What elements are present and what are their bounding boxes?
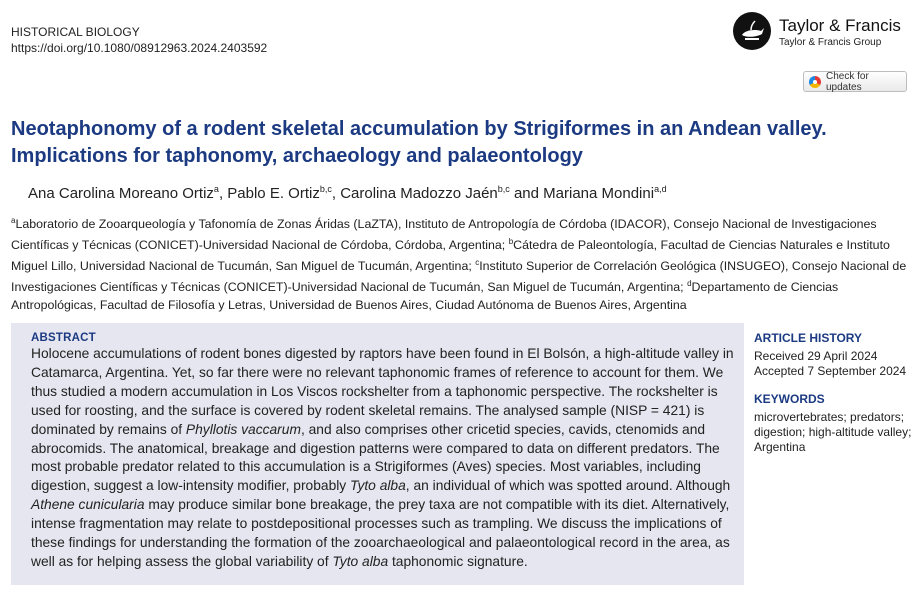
check-for-updates-label: Check for updates [826,70,869,93]
author-affiliation-marker: b,c [497,184,510,194]
lamp-logo-icon [733,12,771,50]
affiliation-text: Cátedra de Paleontología, Facultad de Ciencias Naturales e Instituto Miguel Lillo, Universidad Nacional de Tucumán, San Miguel de Tucumán, Argentina; [11,238,890,274]
received-date: Received 29 April 2024 [754,349,878,363]
author-name[interactable]: Carolina Madozzo Jaén [340,185,498,202]
article-title: Neotaphonomy of a rodent skeletal accumulation by Strigiformes in an Andean valley. Implications for taphonomy, archaeology and palaeontology [11,118,827,167]
article-history-heading: ARTICLE HISTORY [754,331,863,345]
abstract-species-name: Tyto alba [332,553,389,569]
abstract-text [31,345,736,572]
author-name[interactable]: Ana Carolina Moreano Ortiz [28,185,214,202]
affiliation-marker: b [508,237,514,247]
author-affiliation-marker: a [213,184,219,194]
author-name[interactable]: Mariana Mondini [543,185,655,202]
abstract-species-name: Tyto alba [350,478,406,494]
affiliation-text: Instituto Superior de Correlación Geológica (INSUGEO), Consejo Nacional de Investigaciones Científicas y Técnicas (CONICET)-Universidad Nacional de Tucumán, San Miguel de Tucumán, Argentina; [11,259,907,295]
journal-name: HISTORICAL BIOLOGY [11,25,140,39]
abstract-heading: ABSTRACT [31,332,96,344]
affiliation-text: Departamento de Ciencias Antropológicas, Facultad de Filosofía y Letras, Universidad de Buenos Aires, Ciudad Autónoma de Buenos Aires, Argentina [11,280,839,312]
publisher-name: Taylor & Francis [779,16,901,35]
affiliation-text: Laboratorio de Zooarqueología y Tafonomía de Zonas Áridas (LaZTA), Instituto de Antropología de Córdoba (IDACOR), Consejo Nacional de Investigaciones Científicas y Técnicas (CONICET)-Universidad Nacional de Córdoba, Córdoba, Argentina; [11,217,877,253]
crossmark-icon [809,76,821,88]
author-separator: , [331,185,341,202]
author-affiliation-marker: b,c [319,184,332,194]
author-name[interactable]: Pablo E. Ortiz [227,185,320,202]
abstract-segment: , an individual of which was spotted around. Although [405,478,731,494]
affiliation-marker: d [687,279,692,289]
abstract-segment: taphonomic signature. [388,553,528,569]
publisher-brand[interactable] [733,10,913,54]
accepted-date: Accepted 7 September 2024 [754,364,907,378]
keywords-heading: KEYWORDS [754,392,825,406]
affiliation-marker: a [11,216,16,225]
check-for-updates-button[interactable] [803,71,907,92]
article-sidebar [754,331,919,455]
abstract-box [11,323,744,585]
author-separator: , [218,185,228,202]
journal-header [11,24,267,56]
author-affiliation-marker: a,d [654,184,667,194]
affiliation-marker: c [475,258,480,268]
keywords-list: microvertebrates; predators; digestion; high-altitude valley; Argentina [754,410,912,454]
affiliations [11,212,916,314]
doi-link[interactable]: https://doi.org/10.1080/08912963.2024.2403592 [11,41,268,55]
author-separator: and [509,185,544,202]
abstract-segment: Holocene accumulations of rodent bones digested by raptors have been found in El Bolsón, a high-altitude valley in Catamarca, Argentina. Yet, so far there were no relevant taphonomic frames of reference to account for them. We thus studied a modern accumulation in Los Viscos rockshelter from a taphonomic perspective. The rockshelter is used for roosting, and the surface is covered by rodent skeletal remains. The analysed sample (NISP = 421) is dominated by remains of [31,346,734,437]
abstract-species-name: Phyllotis vaccarum [185,421,301,437]
abstract-species-name: Athene cunicularia [31,497,145,513]
abstract-segment: may produce similar bone breakage, the prey taxa are not compatible with its diet. Alternatively, intense fragmentation may relate to postdepositional processes such as trampling. We discuss the implications of these findings for understanding the formation of the zooarchaeological and palaeontological record in the area, as well as for helping assess the global variability of [31,497,730,569]
abstract-segment: , and also comprises other cricetid species, cavids, ctenomids and abrocomids. The anatomical, breakage and digestion patterns were compared to data on different predators. The most probable predator related to this accumulation is a Strigiformes (Aves) species. Most variables, including digestion, suggest a low-intensity modifier, probably [31,421,720,494]
publisher-group: Taylor & Francis Group [779,37,882,48]
author-list [28,180,667,203]
